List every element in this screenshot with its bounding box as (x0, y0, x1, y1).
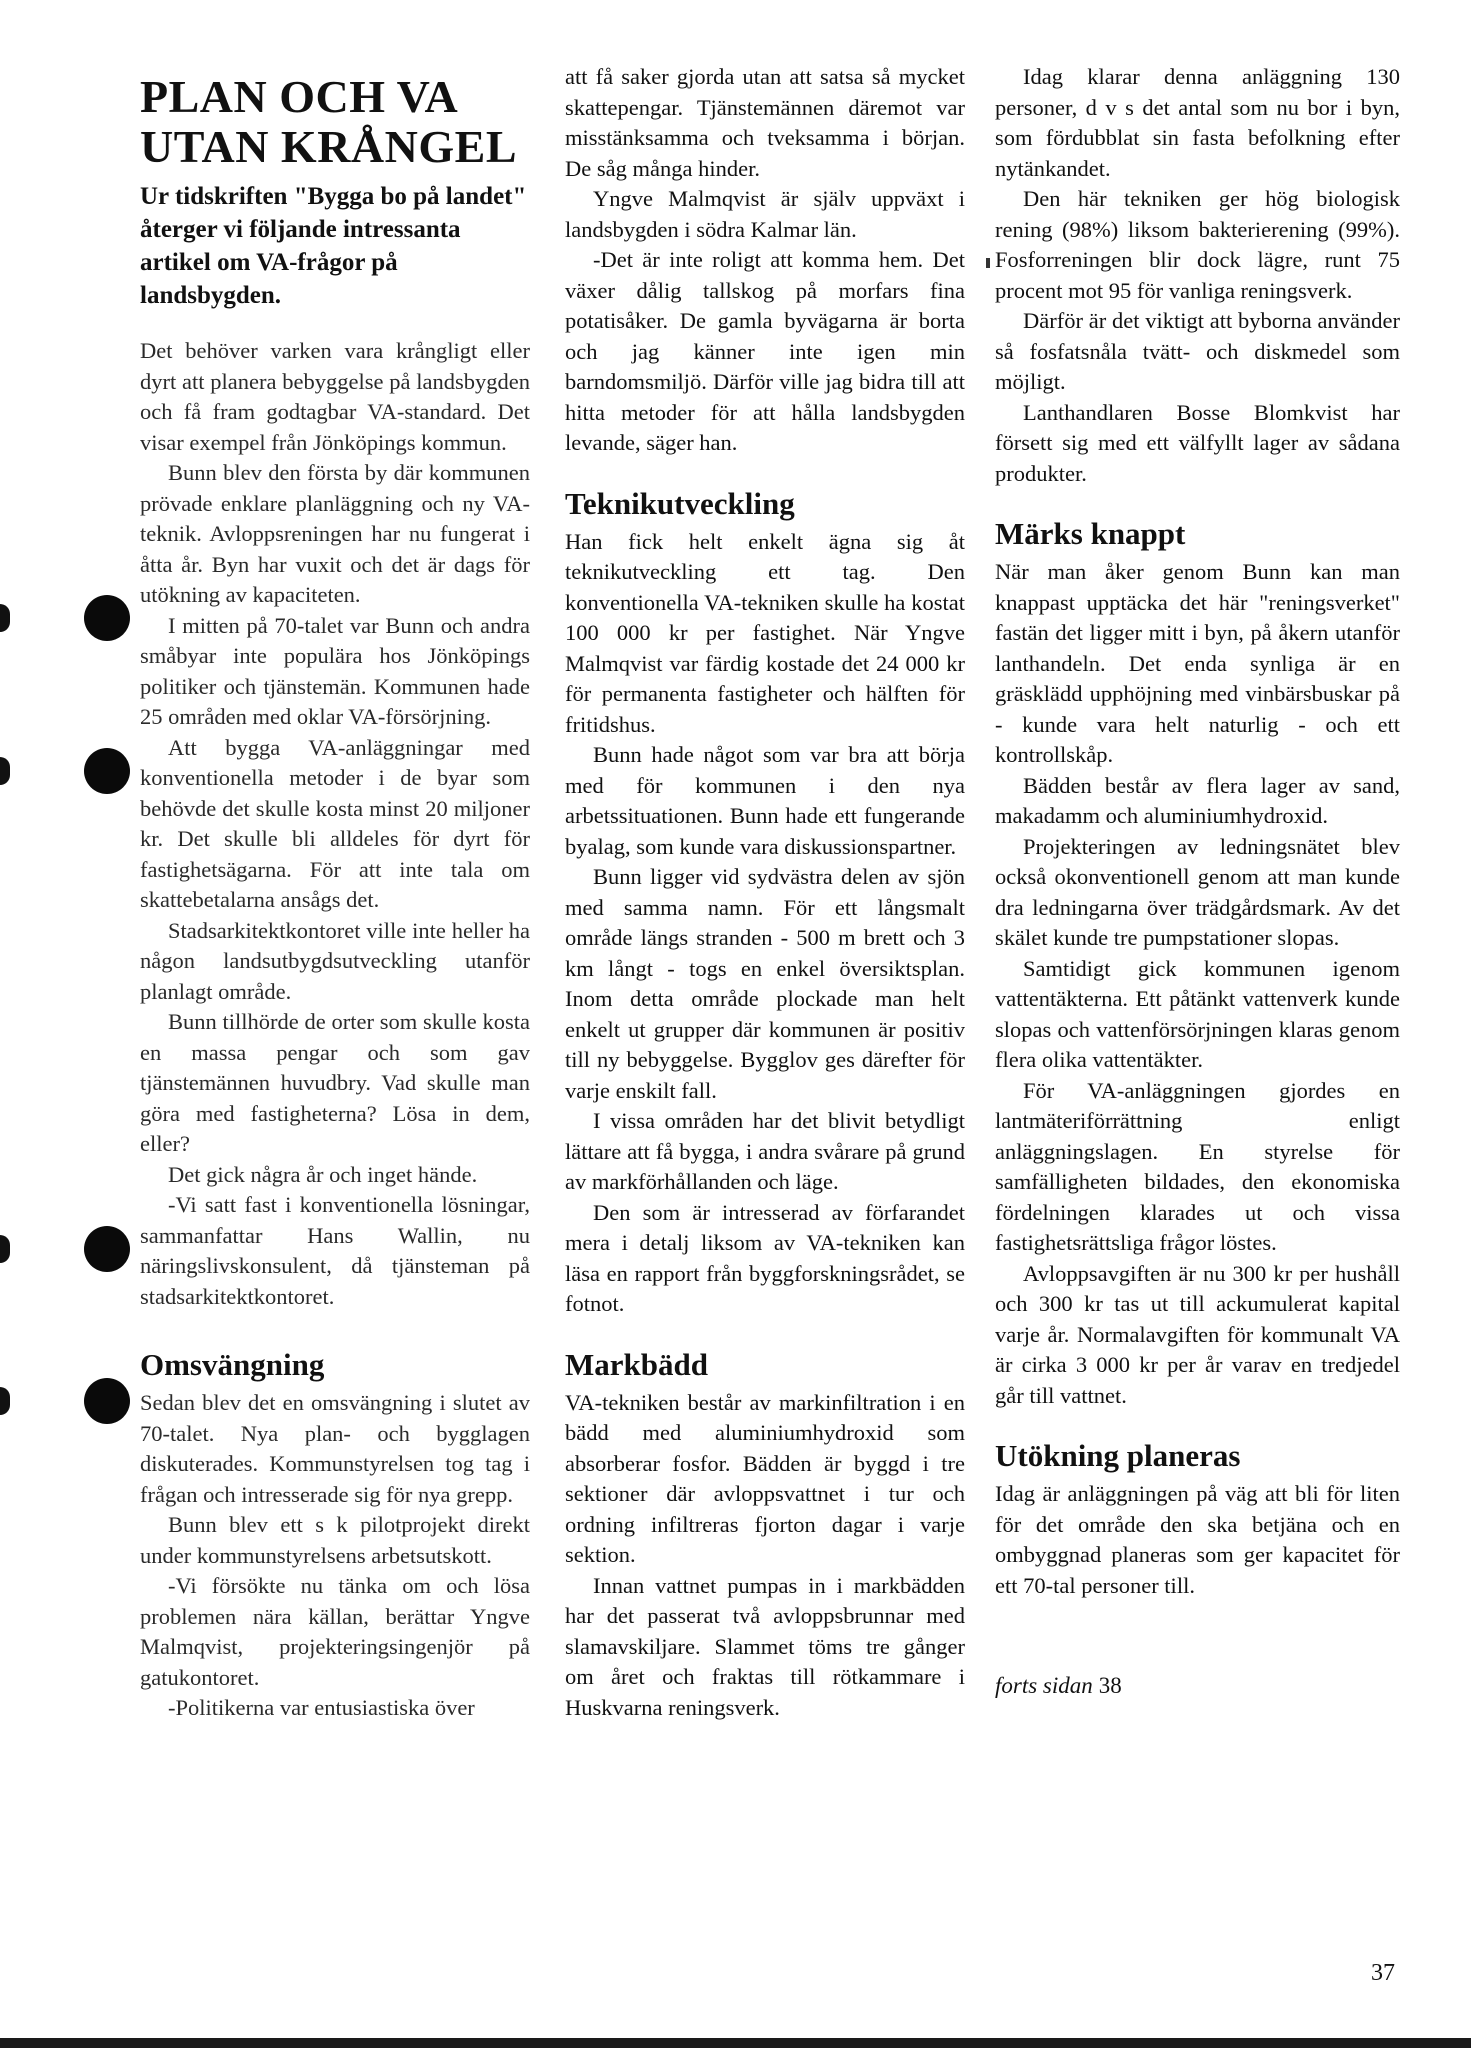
paragraph: Bunn tillhörde de orter som skulle kosta en massa pengar och som gav tjänstemännen huvudbry. Vad skulle man göra med fastigheterna? Lösa in dem, eller? (140, 1009, 530, 1156)
scan-speck (986, 258, 990, 268)
column-3 (995, 62, 1400, 1699)
continued-label: forts sidan (995, 1673, 1093, 1698)
edge-mark (0, 757, 10, 785)
punch-hole (84, 595, 130, 641)
paragraph: Han fick helt enkelt ägna sig åt teknikutveckling ett tag. Den konventionella VA-tekniken skulle ha kostat 100 000 kr per fastighet. När Yngve Malmqvist var färdig kostade det 24 000 kr för permanenta fastigheter och hälften för fritidshus. (565, 528, 965, 737)
paragraph: VA-tekniken består av markinfiltration i en bädd med aluminiumhydroxid som absorberar fosfor. Bädden är byggd i tre sektioner där avloppsvattnet i tur och ordning infiltreras fjorton dagar i varje sektion. (565, 1389, 965, 1567)
continued-page-number: 38 (1098, 1673, 1122, 1698)
paragraph: Det behöver varken vara krångligt eller dyrt att planera bebyggelse på landsbygden och få fram godtagbar VA-standard. Det visar exempel från Jönköpings kommun. (140, 338, 530, 455)
paragraph: -Vi satt fast i konventionella lösningar, sammanfattar Hans Wallin, nu näringslivskonsulent, då tjänsteman på stadsarkitektkontoret. (140, 1192, 530, 1309)
section-heading-omsvangning: Omsvängning (140, 1347, 325, 1382)
article-title (140, 72, 530, 172)
paragraph: I vissa områden har det blivit betydligt lättare att få bygga, i andra svårare på grund av markförhållanden och läge. (565, 1108, 965, 1194)
paragraph: Att bygga VA-anläggningar med konventionella metoder i de byar som behövde det skulle kosta minst 20 miljoner kr. Det skulle bli alldeles för dyrt för fastighetsägarna. För att inte tala om skattebetalarna ansågs det. (140, 734, 530, 912)
paragraph: Det gick några år och inget hände. (168, 1161, 478, 1187)
paragraph: Projekteringen av ledningsnätet blev också okonventionell genom att man kunde dra ledningarna över trädgårdsmark. Av det skälet kunde tre pumpstationer slopas. (995, 833, 1400, 950)
section-heading-utokning-planeras: Utökning planeras (995, 1438, 1241, 1473)
punch-hole (84, 1226, 130, 1272)
edge-mark (0, 1387, 10, 1415)
paragraph: -Vi försökte nu tänka om och lösa problemen nära källan, berättar Yngve Malmqvist, projekteringsingenjör på gatukontoret. (140, 1573, 530, 1690)
section-heading-teknikutveckling: Teknikutveckling (565, 485, 795, 521)
paragraph: Bunn hade något som var bra att börja med för kommunen i den nya arbetssituationen. Bunn hade ett fungerande byalag, som kunde vara diskussionspartner. (565, 742, 965, 859)
paragraph: Stadsarkitektkontoret ville inte heller ha någon landsutbygdsutveckling utanför planlagt område. (140, 917, 530, 1004)
column-2 (565, 62, 965, 1723)
paragraph: Lanthandlaren Bosse Blomkvist har försett sig med ett välfyllt lager av sådana produkter. (995, 399, 1400, 486)
paragraph: I mitten på 70-talet var Bunn och andra småbyar inte populära hos Jönköpings politiker och tjänstemän. Kommunen hade 25 områden med oklar VA-försörjning. (140, 612, 530, 729)
punch-hole (84, 1378, 130, 1424)
paragraph: Bunn ligger vid sydvästra delen av sjön med samma namn. För ett långsmalt område längs stranden - 500 m brett och 3 km långt - togs en enkel översiktsplan. Inom detta område plockade man helt enkelt ut grupper där kommunen är positiv till ny bebyggelse. Bygglov ges därefter för varje enskilt fall. (565, 864, 965, 1103)
paragraph: Avloppsavgiften är nu 300 kr per hushåll och 300 kr tas ut till ackumulerat kapital varje år. Normalavgiften för kommunalt VA är cirka 3 000 kr per år varav en tredjedel går till vattnet. (995, 1260, 1400, 1408)
continued-on-page (995, 1673, 1400, 1699)
column-2-body (565, 62, 965, 1723)
section-heading-marks-knappt: Märks knappt (995, 516, 1186, 551)
column-3-body (995, 62, 1400, 1699)
paragraph: Den som är intresserad av förfarandet mera i detalj liksom av VA-tekniken kan läsa en rapport från byggforskningsrådet, se fotnot. (565, 1199, 965, 1316)
paragraph: För VA-anläggningen gjordes en lantmäteriförrättning enligt anläggningslagen. En styrelse för samfälligheten bildades, den ekonomiska fördelningen klarades ut och vissa fastighetsrättsliga frågor löstes. (995, 1077, 1400, 1255)
paragraph: Innan vattnet pumpas in i markbädden har det passerat två avloppsbrunnar med slamavskiljare. Slammet töms tre gånger om året och fraktas till rötkammare i Huskvarna reningsverk. (565, 1572, 965, 1720)
column-1 (140, 62, 530, 1724)
paragraph: Sedan blev det en omsvängning i slutet av 70-talet. Nya plan- och bygglagen diskuterades. Kommunstyrelsen tog tag i frågan och intresserade sig för nya grepp. (140, 1390, 530, 1507)
section-heading-markbadd: Markbädd (565, 1346, 708, 1382)
paragraph: -Det är inte roligt att komma hem. Det växer dålig tallskog på morfars fina potatisåker. De gamla byvägarna är borta och jag känner inte igen min barndomsmiljö. Därför ville jag bidra till att hitta metoder för att hålla landsbygden levande, säger han. (565, 247, 965, 455)
column-1-body (140, 336, 530, 1724)
title-line-1: PLAN OCH VA (140, 71, 459, 122)
paragraph: att få saker gjorda utan att satsa så mycket skattepengar. Tjänstemännen däremot var misstänksamma och tveksamma i början. De såg många hinder. (565, 64, 965, 181)
edge-mark (0, 1235, 10, 1263)
paragraph: Idag klarar denna anläggning 130 personer, d v s det antal som nu bor i byn, som fördubblat sin fasta befolkning efter nytänkandet. (995, 64, 1400, 181)
paragraph: Bunn blev den första by där kommunen prövade enklare planläggning och ny VA-teknik. Avloppsreningen har nu fungerat i åtta år. Byn har vuxit och det är dags för utökning av kapaciteten. (140, 460, 530, 607)
paragraph: Bunn blev ett s k pilotprojekt direkt under kommunstyrelsens arbetsutskott. (140, 1512, 530, 1568)
title-line-2: UTAN KRÅNGEL (140, 121, 518, 172)
paragraph: Samtidigt gick kommunen igenom vattentäkterna. Ett påtänkt vattenverk kunde slopas och vattenförsörjningen klaras genom flera olika vattentäkter. (995, 955, 1400, 1072)
article-lead: Ur tidskriften "Bygga bo på landet" återger vi följande intressanta artikel om VA-frågor på landsbygden. (140, 183, 527, 309)
paragraph: När man åker genom Bunn kan man knappast upptäcka det här "reningsverket" fastän det ligger mitt i byn, på åkern utanför lanthandeln. Det enda synliga är en gräsklädd upphöjning med vinbärsbuskar på - kunde vara helt naturlig - och ett kontrollskåp. (995, 559, 1400, 767)
punch-hole (84, 748, 130, 794)
page-number: 37 (1371, 1960, 1395, 1986)
scan-bottom-edge (0, 2038, 1471, 2048)
paragraph: Idag är anläggningen på väg att bli för liten för det område den ska betjäna och en ombyggnad planeras som ger kapacitet för ett 70-tal personer till. (995, 1481, 1400, 1598)
edge-mark (0, 604, 10, 632)
paragraph: Därför är det viktigt att byborna använder så fosfatsnåla tvätt- och diskmedel som möjligt. (995, 308, 1400, 394)
paragraph: Yngve Malmqvist är själv uppväxt i landsbygden i södra Kalmar län. (565, 186, 965, 242)
paragraph: Den här tekniken ger hög biologisk rening (98%) liksom bakterierening (99%). Fosforreningen blir dock lägre, runt 75 procent mot 95 för vanliga reningsverk. (995, 186, 1400, 303)
paragraph: -Politikerna var entusiastiska över (168, 1695, 475, 1720)
paragraph: Bädden består av flera lager av sand, makadamm och aluminiumhydroxid. (995, 772, 1400, 828)
